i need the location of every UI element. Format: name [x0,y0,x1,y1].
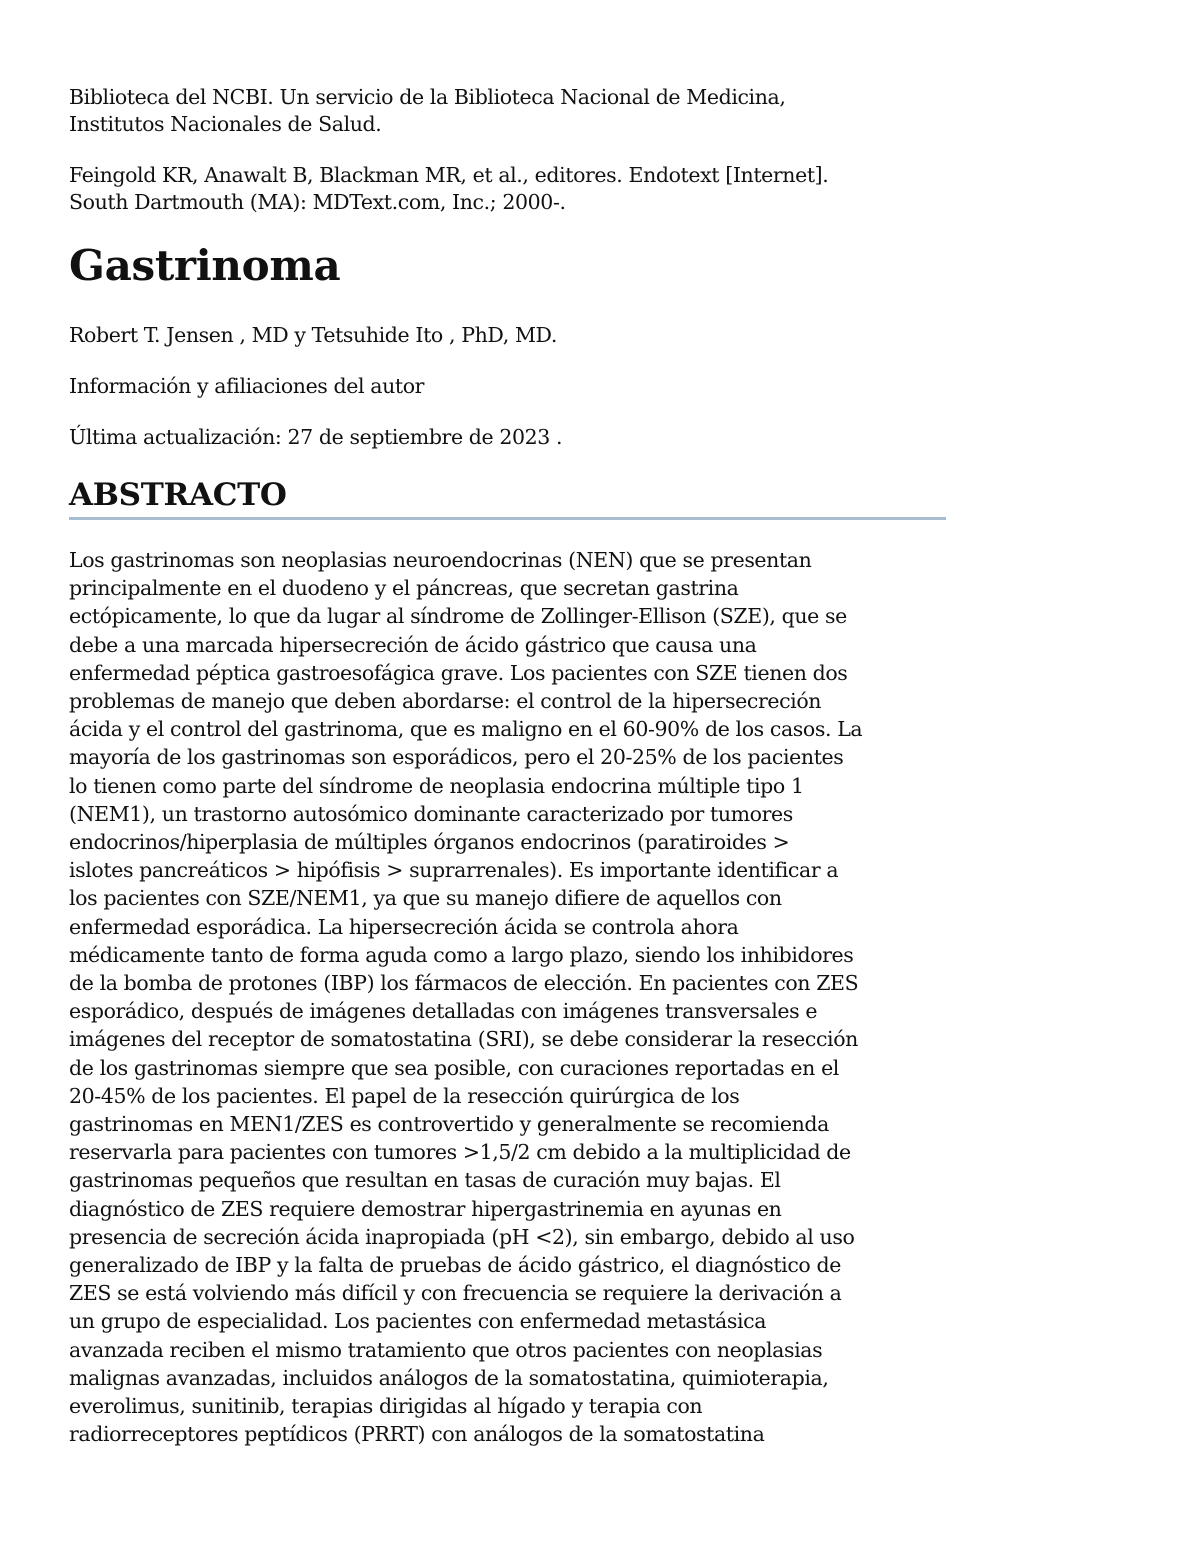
abstract-line: enfermedad esporádica. La hipersecreción ácida se controla ahora [69,914,739,939]
abstract-line: (NEM1), un trastorno autosómico dominante caracterizado por tumores [69,801,793,826]
library-notice [69,84,949,138]
abstract-line: los pacientes con SZE/NEM1, ya que su manejo difiere de aquellos con [69,886,782,911]
abstract-line: imágenes del receptor de somatostatina (SRI), se debe considerar la resección [69,1027,858,1052]
abstract-line: radiorreceptores peptídicos (PRRT) con análogos de la somatostatina [69,1422,765,1447]
abstract-body [69,546,949,1449]
book-citation-line-1: Feingold KR, Anawalt B, Blackman MR, et al., editores. Endotext [Internet]. [69,163,829,187]
author-list: Robert T. Jensen , MD y Tetsuhide Ito , PhD, MD. [69,323,557,347]
abstract-line: generalizado de IBP y la falta de pruebas de ácido gástrico, el diagnóstico de [69,1253,841,1278]
document-page [69,84,949,1449]
abstract-line: médicamente tanto de forma aguda como a largo plazo, siendo los inhibidores [69,942,854,967]
abstract-line: debe a una marcada hipersecreción de ácido gástrico que causa una [69,632,757,657]
abstract-line: islotes pancreáticos > hipófisis > suprarrenales). Es importante identificar a [69,858,839,883]
abstract-line: malignas avanzadas, incluidos análogos de la somatostatina, quimioterapia, [69,1365,829,1390]
author-info-link[interactable]: Información y afiliaciones del autor [69,374,425,398]
abstract-line: gastrinomas pequeños que resultan en tasas de curación muy bajas. El [69,1168,781,1193]
book-citation-line-2: South Dartmouth (MA): MDText.com, Inc.; 2000-. [69,190,566,214]
last-update: Última actualización: 27 de septiembre de 2023 . [69,425,563,449]
abstract-line: principalmente en el duodeno y el páncreas, que secretan gastrina [69,576,739,601]
abstract-line: ácida y el control del gastrinoma, que es maligno en el 60-90% de los casos. La [69,717,863,742]
abstract-line: problemas de manejo que deben abordarse: el control de la hipersecreción [69,689,822,714]
abstract-line: Los gastrinomas son neoplasias neuroendocrinas (NEN) que se presentan [69,548,812,572]
abstract-line: ZES se está volviendo más difícil y con frecuencia se requiere la derivación a [69,1281,842,1306]
abstract-line: mayoría de los gastrinomas son esporádicos, pero el 20-25% de los pacientes [69,745,844,770]
book-citation [69,162,949,216]
abstract-line: presencia de secreción ácida inapropiada (pH <2), sin embargo, debido al uso [69,1224,855,1249]
abstract-line: gastrinomas en MEN1/ZES es controvertido y generalmente se recomienda [69,1112,829,1137]
abstract-line: avanzada reciben el mismo tratamiento que otros pacientes con neoplasias [69,1337,823,1362]
abstract-line: reservarla para pacientes con tumores >1,5/2 cm debido a la multiplicidad de [69,1140,851,1165]
abstract-line: de la bomba de protones (IBP) los fármacos de elección. En pacientes con ZES [69,971,859,996]
abstract-line: enfermedad péptica gastroesofágica grave. Los pacientes con SZE tienen dos [69,660,848,685]
library-notice-line-1: Biblioteca del NCBI. Un servicio de la Biblioteca Nacional de Medicina, [69,85,786,109]
abstract-line: diagnóstico de ZES requiere demostrar hipergastrinemia en ayunas en [69,1196,782,1221]
abstract-line: endocrinos/hiperplasia de múltiples órganos endocrinos (paratiroides > [69,830,790,855]
abstract-line: ectópicamente, lo que da lugar al síndrome de Zollinger-Ellison (SZE), que se [69,604,847,629]
abstract-line: un grupo de especialidad. Los pacientes con enfermedad metastásica [69,1309,767,1334]
abstract-heading: ABSTRACTO [69,475,946,520]
page-title: Gastrinoma [69,241,341,290]
library-notice-line-2: Institutos Nacionales de Salud. [69,112,382,136]
abstract-line: de los gastrinomas siempre que sea posible, con curaciones reportadas en el [69,1055,839,1080]
abstract-line: everolimus, sunitinib, terapias dirigidas al hígado y terapia con [69,1394,703,1419]
abstract-line: esporádico, después de imágenes detalladas con imágenes transversales e [69,999,818,1024]
abstract-line: lo tienen como parte del síndrome de neoplasia endocrina múltiple tipo 1 [69,773,804,798]
abstract-line: 20-45% de los pacientes. El papel de la resección quirúrgica de los [69,1083,740,1108]
